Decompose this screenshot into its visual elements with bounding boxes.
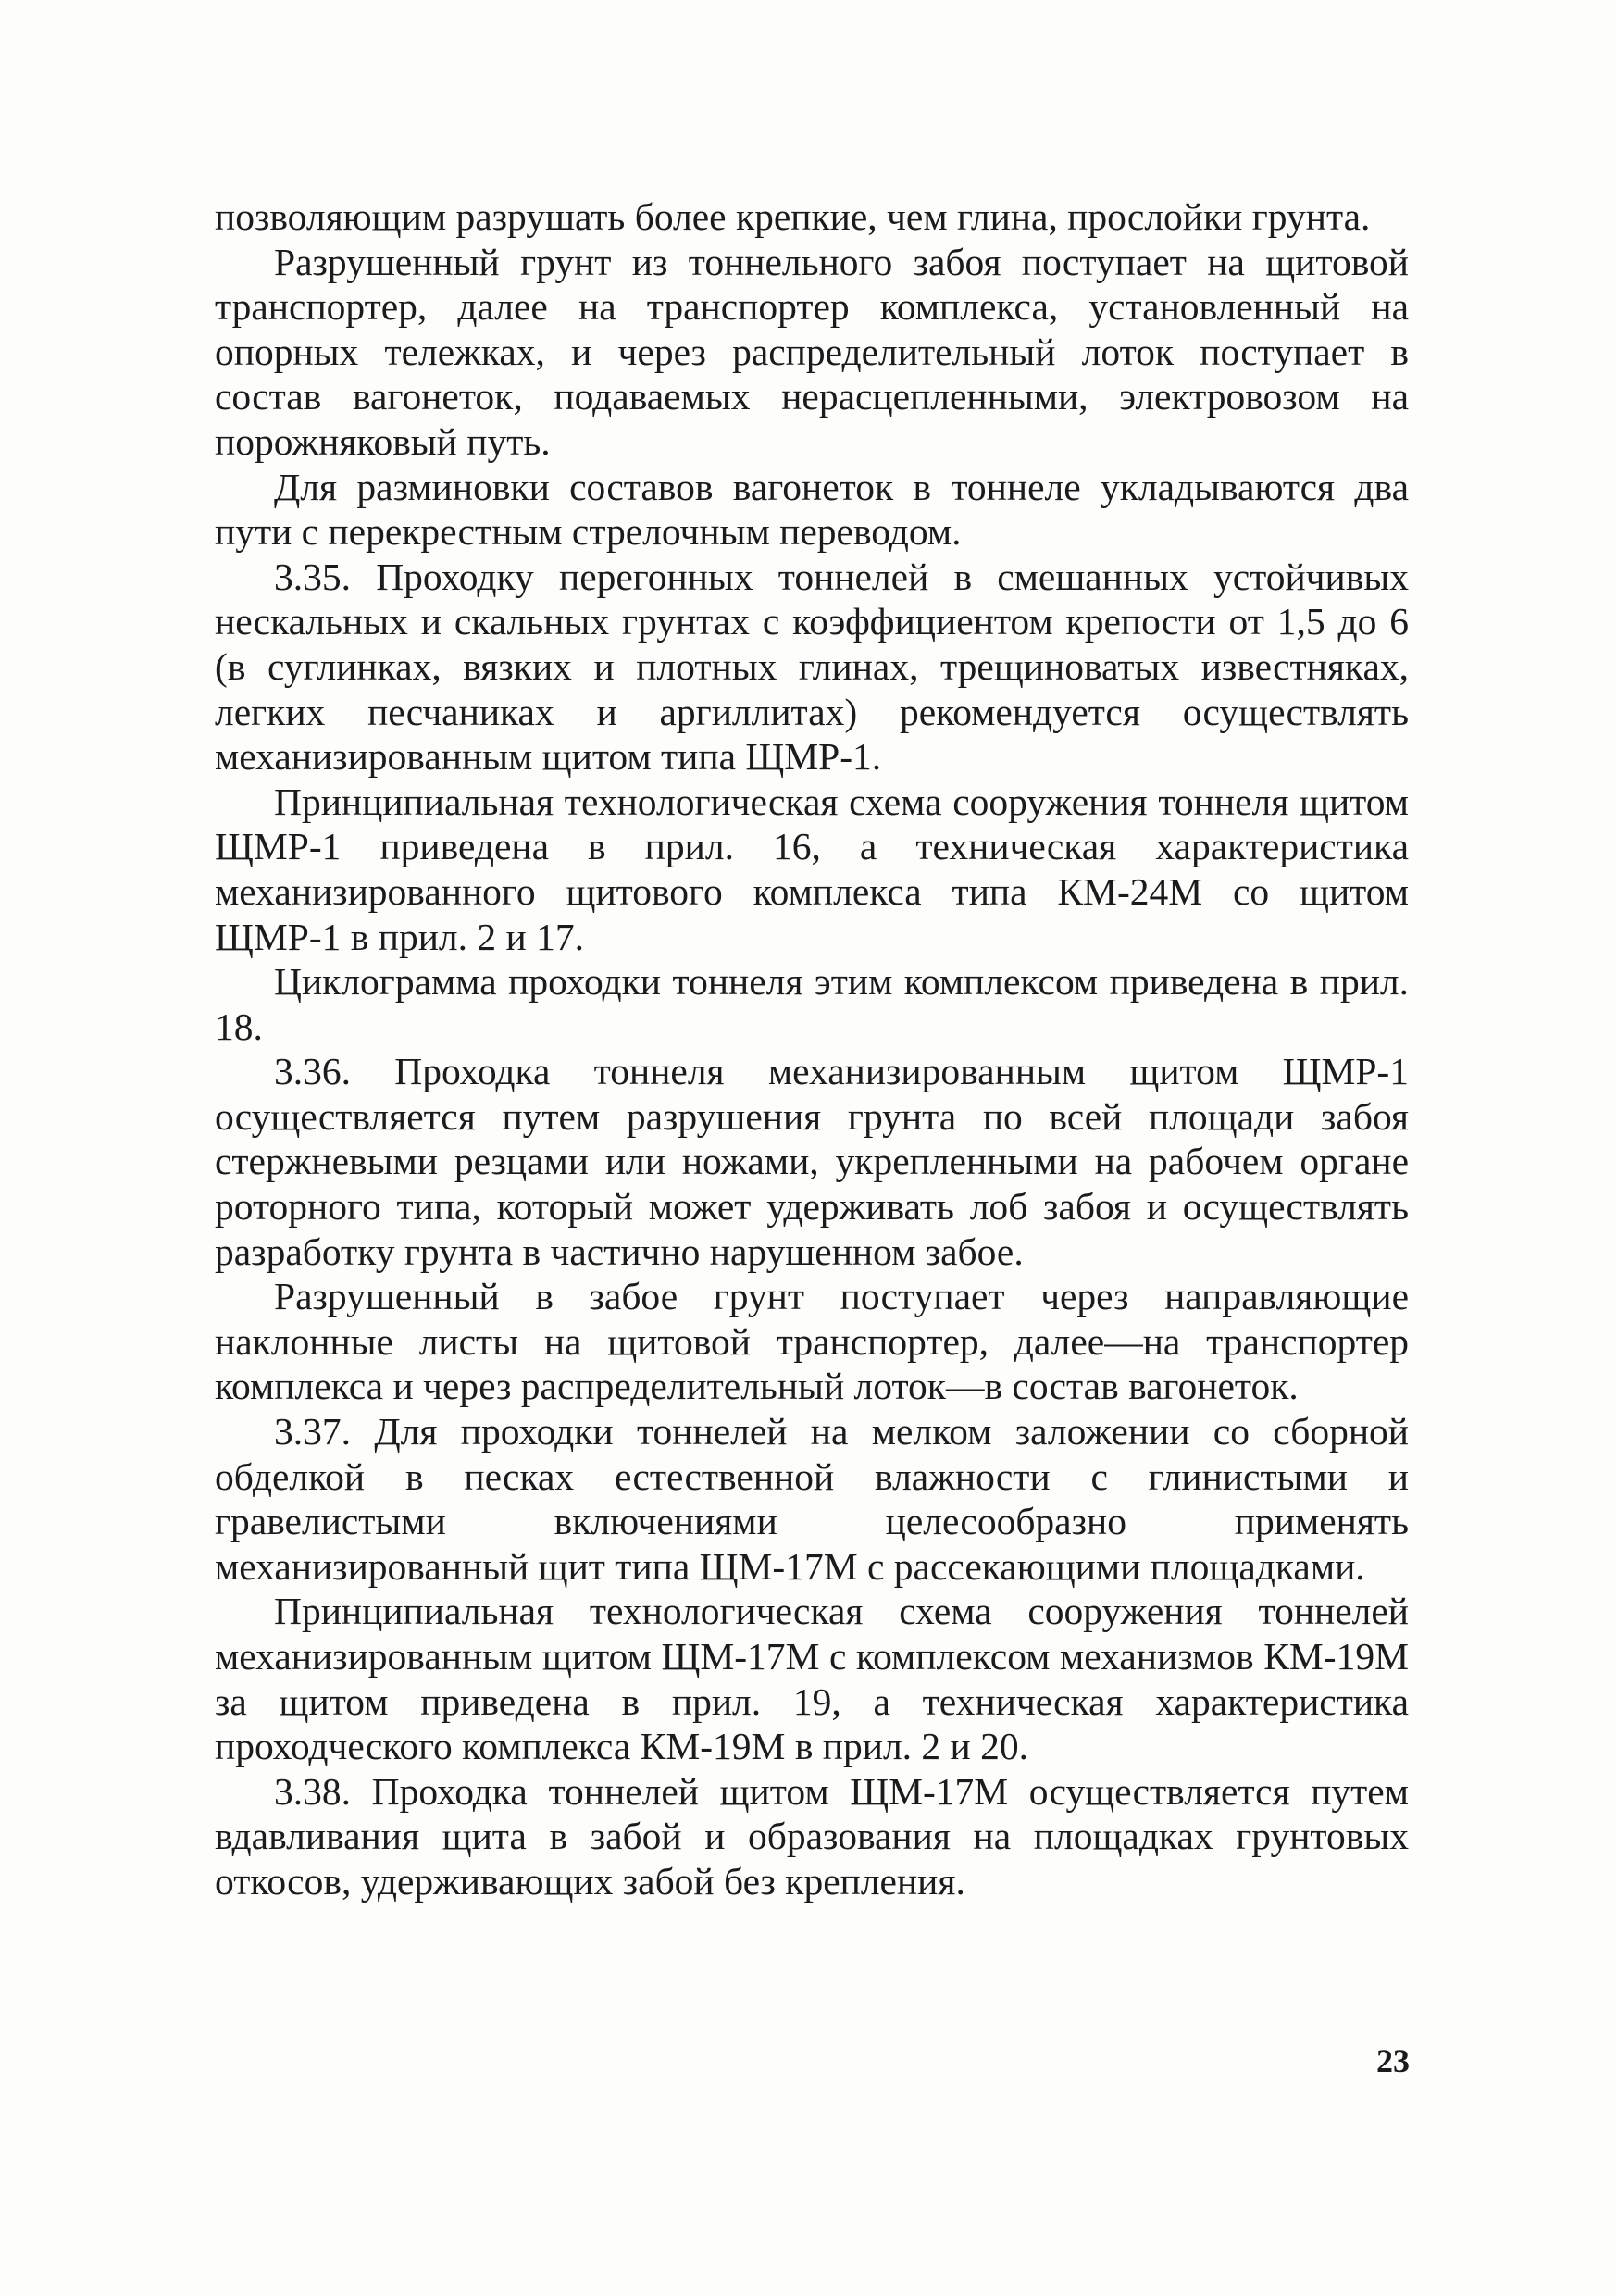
paragraph-cyclogram: Циклограмма проходки тоннеля этим комплексом приведена в прил. 18.: [215, 960, 1409, 1048]
paragraph-3-35: 3.35. Проходку перегонных тоннелей в смешанных устойчивых нескальных и скальных грунтах с коэффициентом крепости от 1,5 до 6 (в суглинках, вязких и плотных глинах, трещиноватых известняках, легких песчаниках и аргиллитах) рекомендуется осуществлять механизированным щитом типа ЩМР-1.: [215, 555, 1409, 779]
paragraph-face-soil: Разрушенный в забое грунт поступает через направляющие наклонные листы на щитовой транспортер, далее—на транспортер комплекса и через распределительный лоток—в состав вагонеток.: [215, 1275, 1409, 1408]
paragraph-soil-transport: Разрушенный грунт из тоннельного забоя поступает на щитовой транспортер, далее на транспортер комплекса, установленный на опорных тележках, и через распределительный лоток поступает в состав вагонеток, подаваемых нерасцепленными, электровозом на порожняковый путь.: [215, 240, 1409, 463]
page-number: 23: [1376, 2042, 1410, 2079]
paragraph-train-passing: Для разминовки составов вагонеток в тоннеле укладываются два пути с перекрестным стрелочным переводом.: [215, 465, 1409, 554]
paragraph-3-36: 3.36. Проходка тоннеля механизированным щитом ЩМР-1 осуществляется путем разрушения грунта по всей площади забоя стержневыми резцами или ножами, укрепленными на рабочем органе роторного типа, который может удерживать лоб забоя и осуществлять разработку грунта в частично нарушенном забое.: [215, 1050, 1409, 1273]
paragraph-shmr-scheme: Принципиальная технологическая схема сооружения тоннеля щитом ЩМР-1 приведена в прил. 16, а техническая характеристика механизированного щитового комплекса типа КМ-24М со щитом ЩМР-1 в прил. 2 и 17.: [215, 780, 1409, 958]
paragraph-shm17-scheme: Принципиальная технологическая схема сооружения тоннелей механизированным щитом ЩМ-17М с комплексом механизмов КМ-19М за щитом приведена в прил. 19, а техническая характеристика проходческого комплекса КМ-19М в прил. 2 и 20.: [215, 1590, 1409, 1768]
paragraph-3-37: 3.37. Для проходки тоннелей на мелком заложении со сборной обделкой в песках естественной влажности с глинистыми и гравелистыми включениями целесообразно применять механизированный щит типа ЩМ-17М с рассекающими площадками.: [215, 1410, 1409, 1588]
body-text: [215, 194, 1409, 1904]
paragraph-continuation: позволяющим разрушать более крепкие, чем глина, прослойки грунта.: [215, 195, 1371, 238]
paragraph-3-38: 3.38. Проходка тоннелей щитом ЩМ-17М осуществляется путем вдавливания щита в забой и образования на площадках грунтовых откосов, удерживающих забой без крепления.: [215, 1769, 1409, 1903]
